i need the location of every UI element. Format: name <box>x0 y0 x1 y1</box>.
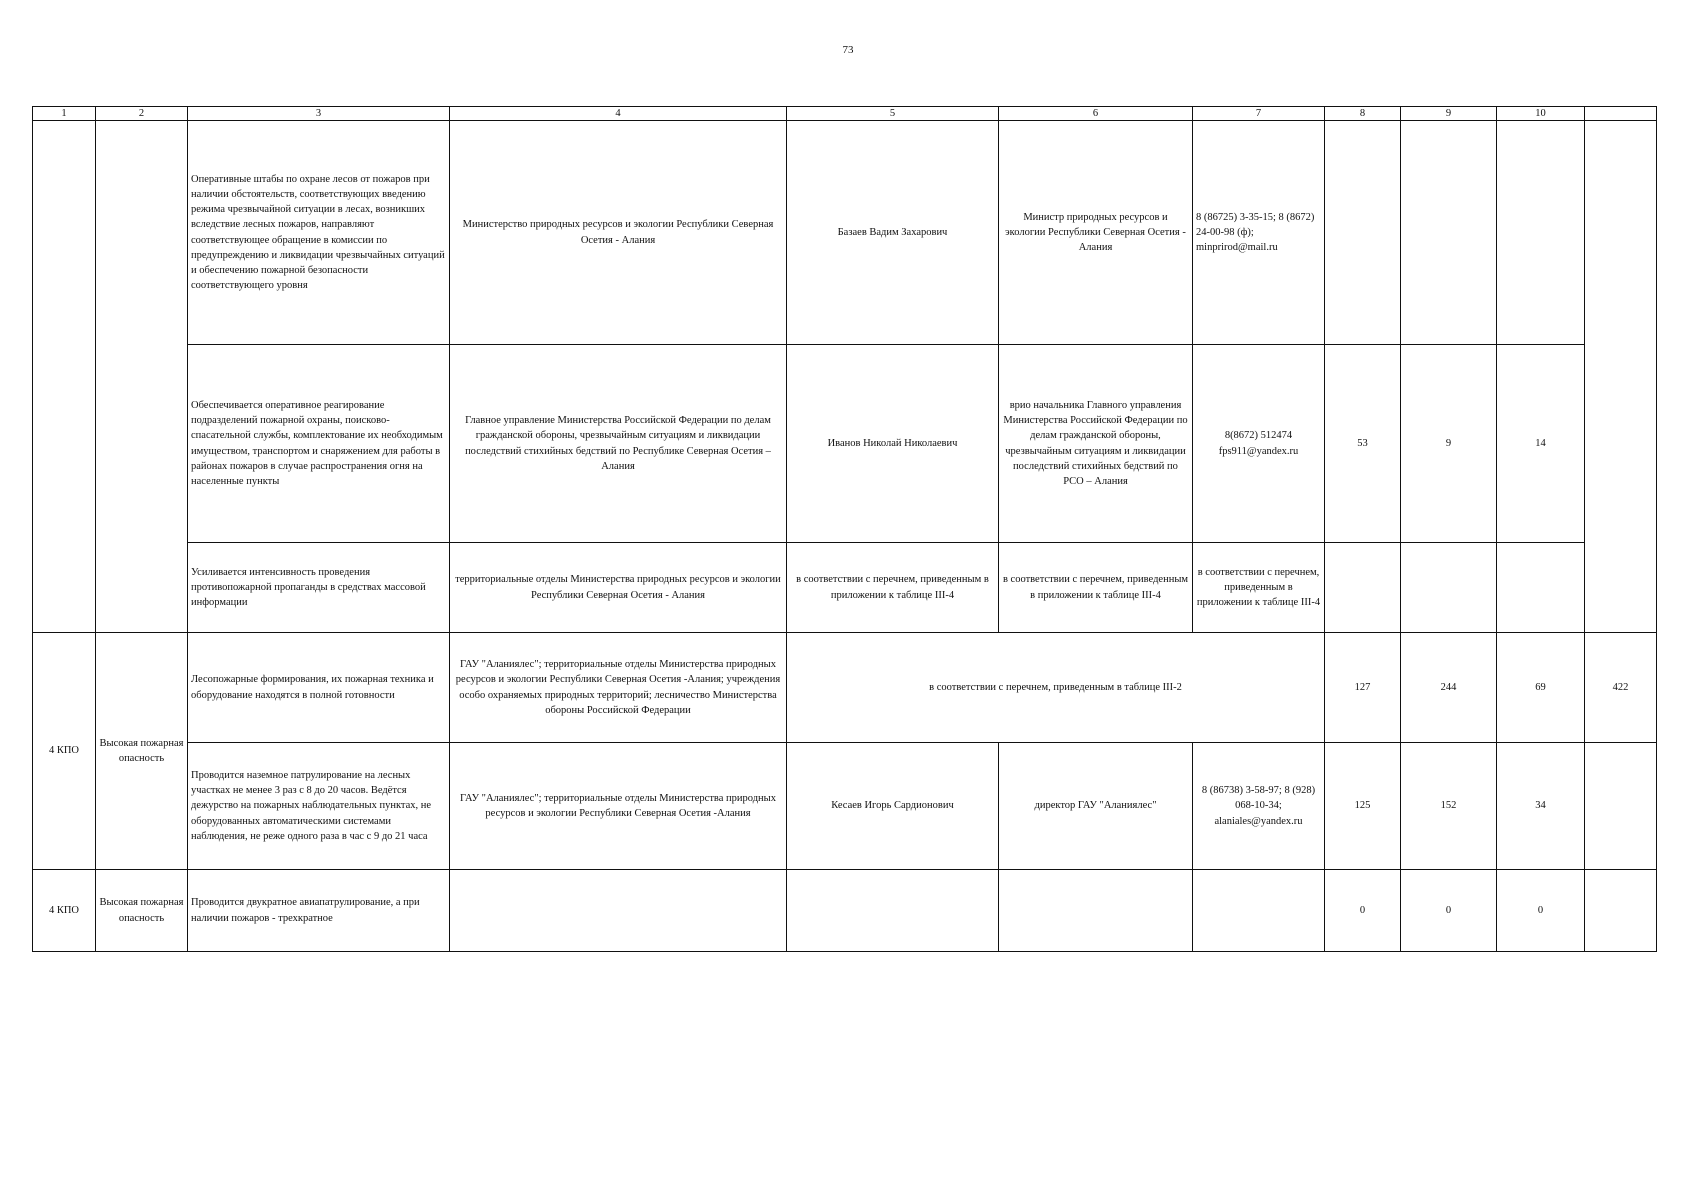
value-cell-10: 34 <box>1497 743 1585 870</box>
class-cell: 4 КПО <box>33 633 96 870</box>
table-row <box>33 633 1657 743</box>
responsible-cell: ГАУ "Аланиялес"; территориальные отделы Министерства природных ресурсов и экологии Республики Северная Осетия -Алания; учреждения особо охраняемых природных территорий; лесничество Министерства обороны Российской Федерации <box>450 633 787 743</box>
person-cell: Иванов Николай Николаевич <box>787 345 999 543</box>
value-cell-9: 0 <box>1401 870 1497 952</box>
table-row <box>33 743 1657 870</box>
position-cell <box>999 870 1193 952</box>
measure-cell: Проводится наземное патрулирование на лесных участках не менее 3 раз с 8 до 20 часов. Ведётся дежурство на пожарных наблюдательных пунктах, не оборудованных автоматическими системами наблюдения, не реже одного раза в час с 9 до 21 часа <box>188 743 450 870</box>
danger-cell: Высокая пожарная опасность <box>96 870 188 952</box>
value-cell-8: 53 <box>1325 345 1401 543</box>
column-number: 1 <box>33 107 96 121</box>
position-cell: директор ГАУ "Аланиялес" <box>999 743 1193 870</box>
column-number-row <box>33 107 1657 121</box>
total-cell <box>1585 870 1657 952</box>
person-cell <box>787 870 999 952</box>
person-cell: в соответствии с перечнем, приведенным в приложении к таблице III-4 <box>787 543 999 633</box>
column-number <box>1585 107 1657 121</box>
fire-measures-table <box>32 106 1657 952</box>
contacts-cell: в соответствии с перечнем, приведенным в приложении к таблице III-4 <box>1193 543 1325 633</box>
value-cell-10: 14 <box>1497 345 1585 543</box>
merged-reference-cell: в соответствии с перечнем, приведенным в таблице III-2 <box>787 633 1325 743</box>
responsible-cell: Министерство природных ресурсов и экологии Республики Северная Осетия - Алания <box>450 121 787 345</box>
column-number: 9 <box>1401 107 1497 121</box>
measure-cell: Обеспечивается оперативное реагирование подразделений пожарной охраны, поисково-спасательной службы, комплектование их необходимым имуществом, транспортом и снаряжением для работы в районах пожаров в случае распространения огня на населенные пункты <box>188 345 450 543</box>
position-cell: врио начальника Главного управления Министерства Российской Федерации по делам гражданской обороны, чрезвычайным ситуациям и ликвидации последствий стихийных бедствий по РСО – Алания <box>999 345 1193 543</box>
danger-cell: Высокая пожарная опасность <box>96 633 188 870</box>
value-cell-10 <box>1497 121 1585 345</box>
column-number: 6 <box>999 107 1193 121</box>
position-cell: в соответствии с перечнем, приведенным в приложении к таблице III-4 <box>999 543 1193 633</box>
measure-cell: Проводится двукратное авиапатрулирование, а при наличии пожаров - трехкратное <box>188 870 450 952</box>
responsible-cell: территориальные отделы Министерства природных ресурсов и экологии Республики Северная Осетия - Алания <box>450 543 787 633</box>
contacts-cell: 8 (86738) 3-58-97; 8 (928) 068-10-34; alaniales@yandex.ru <box>1193 743 1325 870</box>
class-cell: 4 КПО <box>33 870 96 952</box>
measure-cell: Лесопожарные формирования, их пожарная техника и оборудование находятся в полной готовности <box>188 633 450 743</box>
table-row <box>33 121 1657 345</box>
class-cell <box>33 121 96 633</box>
total-cell <box>1585 121 1657 633</box>
value-cell-9 <box>1401 121 1497 345</box>
value-cell-8 <box>1325 543 1401 633</box>
table-row <box>33 870 1657 952</box>
table-row <box>33 345 1657 543</box>
measure-cell: Усиливается интенсивность проведения противопожарной пропаганды в средствах массовой информации <box>188 543 450 633</box>
value-cell-10 <box>1497 543 1585 633</box>
measure-cell: Оперативные штабы по охране лесов от пожаров при наличии обстоятельств, соответствующих введению режима чрезвычайной ситуации в лесах, возникших вследствие лесных пожаров, направляют соответствующее обращение в комиссии по предупреждению и ликвидации чрезвычайных ситуаций и обеспечению пожарной безопасности соответствующего уровня <box>188 121 450 345</box>
column-number: 2 <box>96 107 188 121</box>
contacts-cell: 8 (86725) 3-35-15; 8 (8672) 24-00-98 (ф); minprirod@mail.ru <box>1193 121 1325 345</box>
value-cell-9: 9 <box>1401 345 1497 543</box>
contacts-cell: 8(8672) 512474 fps911@yandex.ru <box>1193 345 1325 543</box>
person-cell: Базаев Вадим Захарович <box>787 121 999 345</box>
value-cell-8: 0 <box>1325 870 1401 952</box>
value-cell-9: 244 <box>1401 633 1497 743</box>
column-number: 4 <box>450 107 787 121</box>
value-cell-9: 152 <box>1401 743 1497 870</box>
person-cell: Кесаев Игорь Сардионович <box>787 743 999 870</box>
value-cell-9 <box>1401 543 1497 633</box>
value-cell-10: 0 <box>1497 870 1585 952</box>
responsible-cell: Главное управление Министерства Российской Федерации по делам гражданской обороны, чрезвычайным ситуациям и ликвидации последствий стихийных бедствий по Республике Северная Осетия – Алания <box>450 345 787 543</box>
value-cell-8: 127 <box>1325 633 1401 743</box>
column-number: 5 <box>787 107 999 121</box>
total-cell: 422 <box>1585 633 1657 743</box>
column-number: 10 <box>1497 107 1585 121</box>
column-number: 3 <box>188 107 450 121</box>
danger-cell <box>96 121 188 633</box>
position-cell: Министр природных ресурсов и экологии Республики Северная Осетия - Алания <box>999 121 1193 345</box>
responsible-cell: ГАУ "Аланиялес"; территориальные отделы Министерства природных ресурсов и экологии Республики Северная Осетия -Алания <box>450 743 787 870</box>
contacts-cell <box>1193 870 1325 952</box>
responsible-cell <box>450 870 787 952</box>
table-row <box>33 543 1657 633</box>
value-cell-8 <box>1325 121 1401 345</box>
total-cell <box>1585 743 1657 870</box>
value-cell-8: 125 <box>1325 743 1401 870</box>
column-number: 7 <box>1193 107 1325 121</box>
page-number: 73 <box>842 44 854 56</box>
column-number: 8 <box>1325 107 1401 121</box>
value-cell-10: 69 <box>1497 633 1585 743</box>
